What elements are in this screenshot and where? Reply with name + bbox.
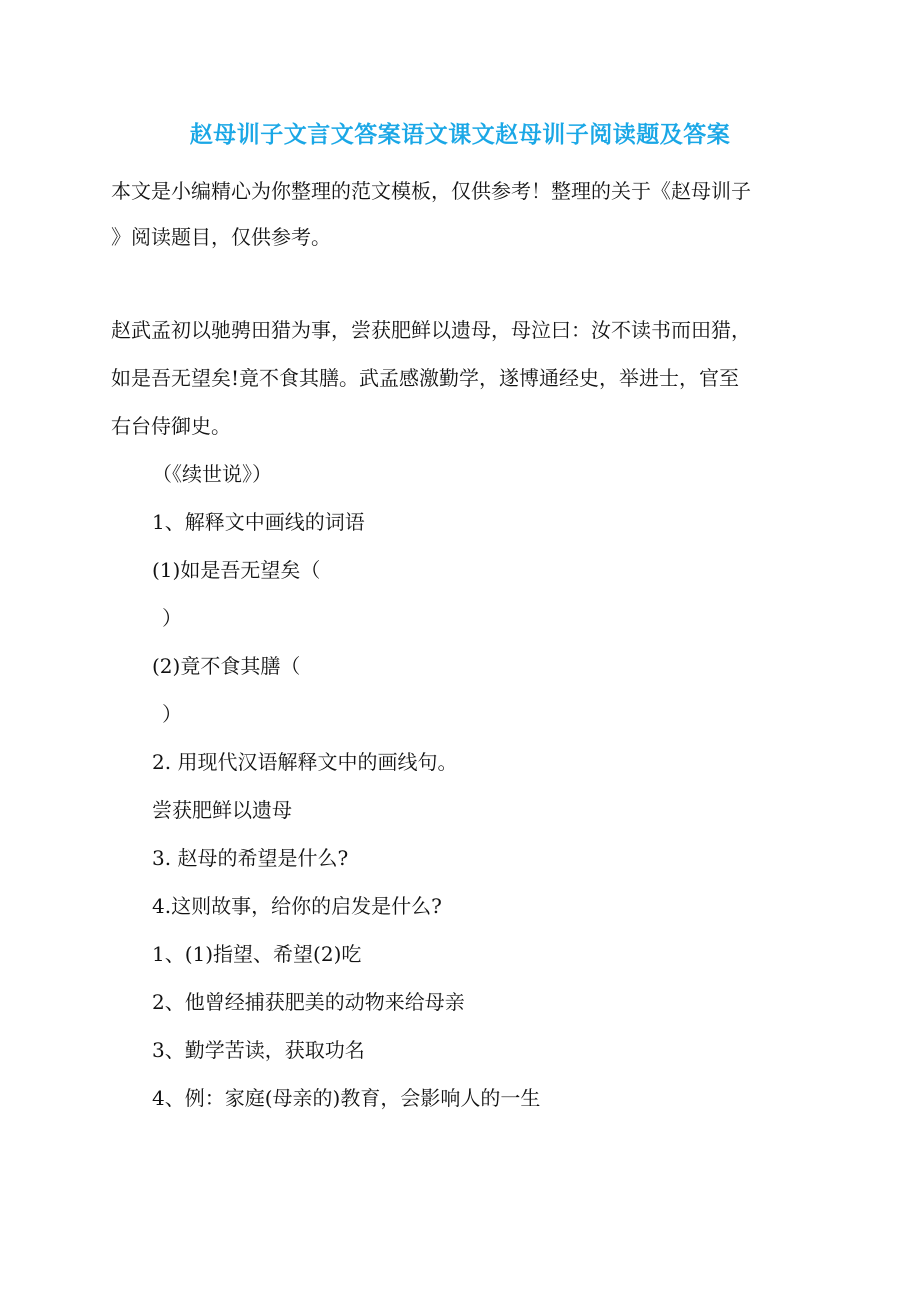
question-2-sentence: 尝获肥鲜以遗母 xyxy=(152,798,292,822)
question-1-item-2-close: ） xyxy=(162,702,182,726)
answer-4: 4、例：家庭(母亲的)教育，会影响人的一生 xyxy=(152,1086,541,1110)
answer-3: 3、勤学苦读，获取功名 xyxy=(152,1038,365,1062)
answer-2: 2、他曾经捕获肥美的动物来给母亲 xyxy=(152,990,465,1014)
document-title: 赵母训子文言文答案语文课文赵母训子阅读题及答案 xyxy=(189,121,731,148)
story-paragraph xyxy=(111,306,811,450)
story-line: 右台侍御史。 xyxy=(111,414,231,438)
source-citation: （《续世说》） xyxy=(152,462,272,486)
question-4: 4.这则故事，给你的启发是什么? xyxy=(152,894,442,918)
intro-line: 本文是小编精心为你整理的范文模板，仅供参考！整理的关于《赵母训子 xyxy=(111,179,751,203)
question-3: 3. 赵母的希望是什么? xyxy=(152,846,349,870)
answer-1: 1、(1)指望、希望(2)吃 xyxy=(152,942,362,966)
story-line: 如是吾无望矣!竟不食其膳。武孟感激勤学，遂博通经史，举进士，官至 xyxy=(111,366,740,390)
intro-paragraph xyxy=(111,168,811,260)
question-1-item-2: (2)竟不食其膳（ xyxy=(152,654,301,678)
story-line: 赵武孟初以驰骋田猎为事，尝获肥鲜以遗母，母泣曰：汝不读书而田猎， xyxy=(111,318,751,342)
question-1-item-1-close: ） xyxy=(162,606,182,630)
question-1: 1、解释文中画线的词语 xyxy=(152,510,365,534)
questions-and-answers xyxy=(152,450,812,1122)
question-2: 2. 用现代汉语解释文中的画线句。 xyxy=(152,750,458,774)
question-1-item-1: (1)如是吾无望矣（ xyxy=(152,558,321,582)
intro-line: 》阅读题目，仅供参考。 xyxy=(111,225,331,249)
